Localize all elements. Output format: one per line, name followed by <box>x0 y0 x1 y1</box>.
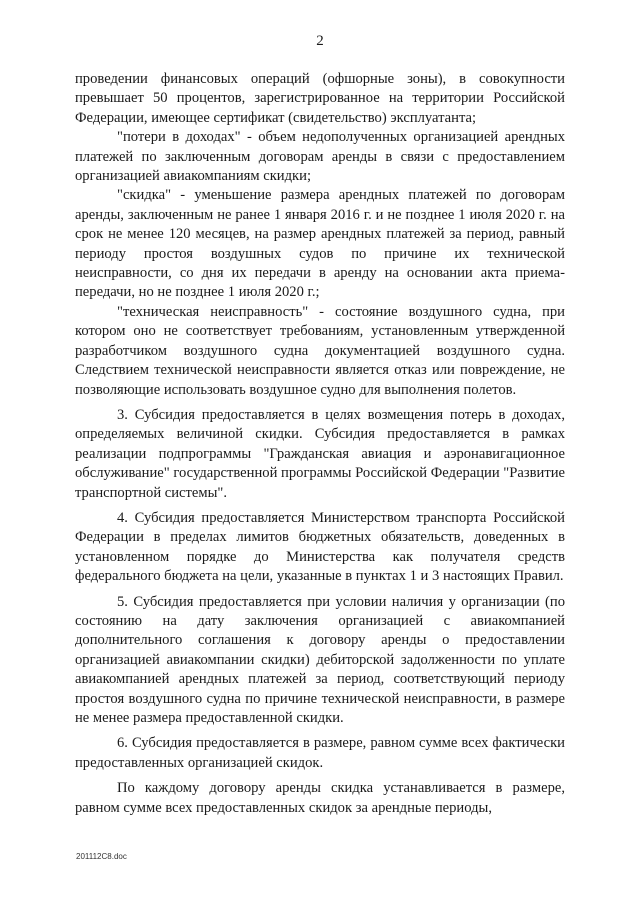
definition-discount: "скидка" - уменьшение размера арендных платежей по договорам аренды, заключенным не ранее 1 января 2016 г. и не позднее 1 июля 2020 г. на срок не менее 120 месяцев, на размер арендных платежей за период, равный периоду простоя воздушных судов по причине их технической неисправности, со дня их передачи в аренду на основании акта приема-передачи, но не позднее 1 июля 2020 г.; <box>75 187 565 301</box>
definition-income-loss: "потери в доходах" - объем недополученных организацией арендных платежей по заключенным договорам аренды в связи с предоставлением организацией авиакомпаниям скидки; <box>75 129 565 185</box>
document-body <box>75 70 565 818</box>
footer-file-code: 201112C8.doc <box>76 852 127 861</box>
clause-6: 6. Субсидия предоставляется в размере, равном сумме всех фактически предоставленных организацией скидок. <box>75 735 565 771</box>
clause-4: 4. Субсидия предоставляется Министерством транспорта Российской Федерации в пределах лимитов бюджетных обязательств, доведенных в установленном порядке до Министерства как получателя средств федерального бюджета на цели, указанные в пунктах 1 и 3 настоящих Правил. <box>75 509 565 585</box>
clause-3: 3. Субсидия предоставляется в целях возмещения потерь в доходах, определяемых величиной скидки. Субсидия предоставляется в рамках реализации подпрограммы "Гражданская авиация и аэронавигационное обслуживание" государственной программы Российской Федерации "Развитие транспортной системы". <box>75 406 565 501</box>
paragraph-continuation: проведении финансовых операций (офшорные зоны), в совокупности превышает 50 процентов, зарегистрированное на территории Российской Федерации, имеющее сертификат (свидетельство) эксплуатанта; <box>75 71 565 126</box>
clause-6-continuation: По каждому договору аренды скидка устанавливается в размере, равном сумме всех предоставленных скидок за арендные периоды, <box>75 780 565 816</box>
definition-technical-fault: "техническая неисправность" - состояние воздушного судна, при котором оно не соответствует требованиям, установленным утвержденной разработчиком воздушного судна документацией воздушного судна. Следствием технической неисправности является отказ или повреждение, не позволяющие использовать воздушное судно для выполнения полетов. <box>75 303 565 398</box>
clause-5: 5. Субсидия предоставляется при условии наличия у организации (по состоянию на дату заключения организацией с авиакомпанией дополнительного соглашения к договору аренды о предоставлении организацией авиакомпании скидки) дебиторской задолженности по уплате авиакомпанией арендных платежей за период, соответствующий периоду простоя воздушного судна по причине технической неисправности, в размере не менее размера предоставленной скидки. <box>75 593 565 726</box>
page-number: 2 <box>316 33 324 49</box>
